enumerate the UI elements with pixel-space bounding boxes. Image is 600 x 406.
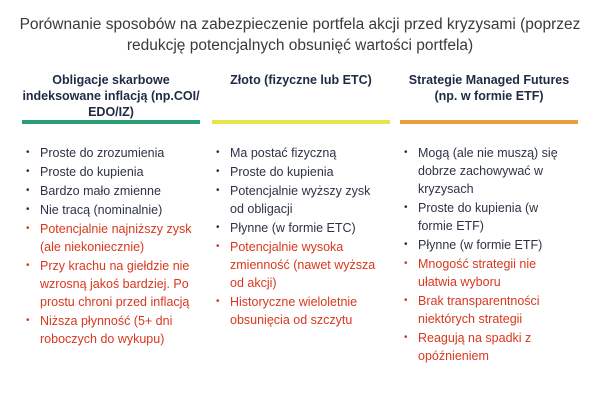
bullet-icon: • [404, 202, 408, 213]
page-title-line-2: redukcję potencjalnych obsunięć wartości portfela) [126, 37, 474, 54]
list-item-text: zmienność (nawet wyższa [230, 258, 376, 272]
bullet-icon: • [216, 147, 220, 158]
bullet-icon: • [26, 185, 30, 196]
list-item-text: Proste do zrozumienia [40, 146, 165, 160]
list-item-text: obsunięcia od szczytu [230, 313, 353, 327]
page-title [0, 14, 600, 56]
list-item-text: Niższa płynność (5+ dni [40, 314, 173, 328]
list-item-advantage [22, 144, 200, 162]
list-item-text: Bardzo mało zmienne [40, 184, 161, 198]
list-item-text: dobrze zachowywać w [418, 164, 544, 178]
column-header-line: indeksowane inflacją (np.COI/ [22, 89, 200, 103]
list-item-text: Proste do kupienia [230, 165, 334, 179]
list-item-text: Przy krachu na giełdzie nie [40, 259, 190, 273]
list-item-drawback [22, 220, 200, 256]
list-item-text: prostu chroni przed inflacją [40, 295, 190, 309]
bullet-icon: • [216, 185, 220, 196]
list-item-text: Reagują na spadki z [418, 331, 532, 345]
list-item-advantage [212, 219, 390, 237]
list-item-drawback [400, 292, 578, 328]
column-header [22, 72, 200, 120]
list-item-drawback [212, 238, 390, 292]
column-header-line: Złoto (fizyczne lub ETC) [230, 73, 372, 87]
list-item-text: kryzysach [418, 182, 474, 196]
list-item-text: od akcji) [230, 276, 277, 290]
bullet-icon: • [404, 258, 408, 269]
bullet-icon: • [216, 222, 220, 233]
list-item-text: od obligacji [230, 202, 293, 216]
list-item-text: formie ETF) [418, 219, 484, 233]
bullet-icon: • [216, 241, 220, 252]
column-header-line: Obligacje skarbowe [52, 73, 170, 87]
list-item-text: Potencjalnie wysoka [230, 240, 344, 254]
column-header [400, 72, 578, 120]
list-item-text: opóźnieniem [418, 349, 489, 363]
bullet-icon: • [216, 296, 220, 307]
bullet-icon: • [216, 166, 220, 177]
column-divider-rule [22, 120, 200, 124]
list-item-drawback [22, 257, 200, 311]
bullet-icon: • [26, 223, 30, 234]
list-item-advantage [400, 144, 578, 198]
list-item-advantage [400, 236, 578, 254]
list-item-text: niektórych strategii [418, 312, 523, 326]
list-item-text: ułatwia wyboru [418, 275, 501, 289]
list-item-text: roboczych do wykupu) [40, 332, 165, 346]
list-item-text: Potencjalnie najniższy zysk [40, 222, 192, 236]
list-item-advantage [212, 144, 390, 162]
list-item-advantage [22, 201, 200, 219]
list-item-advantage [22, 163, 200, 181]
bullet-icon: • [26, 204, 30, 215]
list-item-text: wzrosną jakoś bardziej. Po [40, 277, 189, 291]
list-item-drawback [22, 312, 200, 348]
list-item-advantage [212, 163, 390, 181]
list-item-text: Brak transparentności [418, 294, 540, 308]
column-header-line: Strategie Managed Futures [408, 73, 570, 87]
column-item-list [212, 144, 390, 329]
list-item-drawback [400, 329, 578, 365]
column-divider-rule [400, 120, 578, 124]
list-item-text: Nie tracą (nominalnie) [40, 203, 163, 217]
list-item-text: Proste do kupienia (w [418, 201, 539, 215]
column-header-line: (np. w formie ETF) [434, 89, 544, 103]
bullet-icon: • [404, 147, 408, 158]
column-item-list [400, 144, 578, 365]
column-gold [212, 72, 390, 330]
list-item-advantage [212, 182, 390, 218]
list-item-text: Proste do kupienia [40, 165, 144, 179]
bullet-icon: • [26, 260, 30, 271]
column-header-line: EDO/IZ) [88, 105, 134, 119]
column-header [212, 72, 390, 120]
list-item-advantage [400, 199, 578, 235]
list-item-text: Potencjalnie wyższy zysk [230, 184, 371, 198]
bullet-icon: • [26, 147, 30, 158]
column-inflation-bonds [22, 72, 200, 349]
bullet-icon: • [26, 315, 30, 326]
column-item-list [22, 144, 200, 348]
column-managed-futures [400, 72, 578, 366]
list-item-text: Płynne (w formie ETF) [418, 238, 543, 252]
list-item-text: Ma postać fizyczną [230, 146, 337, 160]
list-item-text: Historyczne wieloletnie [230, 295, 358, 309]
column-divider-rule [212, 120, 390, 124]
bullet-icon: • [26, 166, 30, 177]
bullet-icon: • [404, 295, 408, 306]
bullet-icon: • [404, 239, 408, 250]
list-item-text: (ale niekoniecznie) [40, 240, 145, 254]
bullet-icon: • [404, 332, 408, 343]
list-item-text: Płynne (w formie ETC) [230, 221, 356, 235]
list-item-drawback [212, 293, 390, 329]
list-item-advantage [22, 182, 200, 200]
list-item-drawback [400, 255, 578, 291]
list-item-text: Mogą (ale nie muszą) się [418, 146, 558, 160]
page-title-line-1: Porównanie sposobów na zabezpieczenie portfela akcji przed kryzysami (poprzez [19, 16, 581, 33]
list-item-text: Mnogość strategii nie [418, 257, 537, 271]
